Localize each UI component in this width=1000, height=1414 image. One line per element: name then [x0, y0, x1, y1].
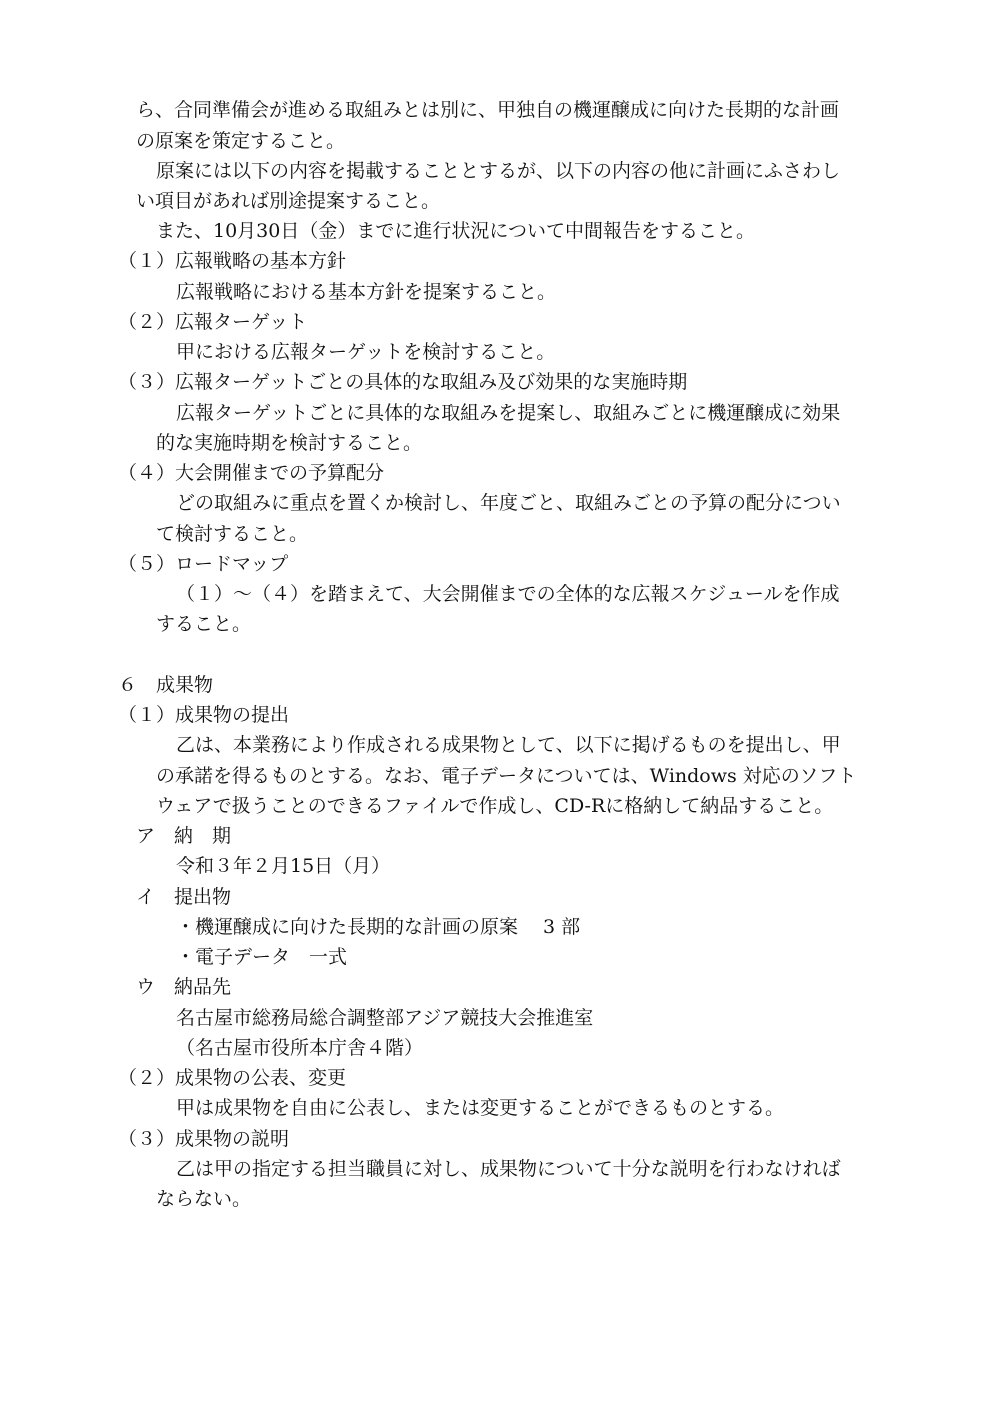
item-3-heading: （３）広報ターゲットごとの具体的な取組み及び効果的な実施時期	[118, 371, 688, 393]
item-5-heading: （５）ロードマップ	[118, 553, 289, 575]
intro-paragraph-2-line-2: い項目があれば別途提案すること。	[136, 190, 441, 212]
delivery-destination-building: （名古屋市役所本庁舎４階）	[176, 1037, 424, 1059]
section-6-3-heading: （３）成果物の説明	[118, 1128, 290, 1150]
section-6-3-body-line-1: 乙は甲の指定する担当職員に対し、成果物について十分な説明を行わなければ	[176, 1158, 841, 1180]
delivery-destination-value: 名古屋市総務局総合調整部アジア競技大会推進室	[176, 1007, 594, 1029]
item-5-body-line-1: （１）～（４）を踏まえて、大会開催までの全体的な広報スケジュールを作成	[176, 583, 840, 605]
intro-paragraph-1-line-2: の原案を策定すること。	[136, 130, 346, 152]
section-6-2-body: 甲は成果物を自由に公表し、または変更することができるものとする。	[176, 1097, 785, 1119]
item-1-body-line-1: 広報戦略における基本方針を提案すること。	[176, 281, 557, 303]
section-6-2-heading: （２）成果物の公表、変更	[118, 1067, 347, 1089]
item-3-body-line-1: 広報ターゲットごとに具体的な取組みを提案し、取組みごとに機運醸成に効果	[176, 402, 841, 424]
deliverable-item-1: ・機運醸成に向けた長期的な計画の原案 3 部	[176, 916, 581, 938]
section-6-1-heading: （１）成果物の提出	[118, 704, 290, 726]
intro-paragraph-3: また、10月30日（金）までに進行状況について中間報告をすること。	[156, 220, 755, 242]
deliverables-label: イ 提出物	[136, 886, 232, 908]
section-6-title: ６ 成果物	[118, 674, 214, 696]
item-4-body-line-2: て検討すること。	[156, 523, 309, 545]
item-1-heading: （１）広報戦略の基本方針	[118, 250, 347, 272]
item-4-body-line-1: どの取組みに重点を置くか検討し、年度ごと、取組みごとの予算の配分につい	[176, 492, 841, 514]
item-3-body-line-2: 的な実施時期を検討すること。	[156, 432, 423, 454]
deliverable-item-2: ・電子データ 一式	[176, 946, 348, 968]
section-6-1-body-line-1: 乙は、本業務により作成される成果物として、以下に掲げるものを提出し、甲	[176, 734, 841, 756]
delivery-destination-label: ウ 納品先	[136, 976, 232, 998]
item-2-heading: （２）広報ターゲット	[118, 311, 308, 333]
section-6-1-body-line-3: ウェアで扱うことのできるファイルで作成し、CD-Rに格納して納品すること。	[156, 795, 834, 817]
item-5-body-line-2: すること。	[156, 613, 252, 635]
delivery-date-label: ア 納 期	[136, 825, 232, 847]
intro-paragraph-1-line-1: ら、合同準備会が進める取組みとは別に、甲独自の機運醸成に向けた長期的な計画	[136, 99, 840, 121]
item-4-heading: （４）大会開催までの予算配分	[118, 462, 385, 484]
item-2-body-line-1: 甲における広報ターゲットを検討すること。	[176, 341, 556, 363]
delivery-date-value: 令和３年２月15日（月）	[176, 855, 391, 877]
intro-paragraph-2-line-1: 原案には以下の内容を掲載することとするが、以下の内容の他に計画にふさわし	[156, 160, 841, 182]
section-6-1-body-line-2: の承諾を得るものとする。なお、電子データについては、Windows 対応のソフト	[156, 765, 857, 787]
section-6-3-body-line-2: ならない。	[156, 1188, 252, 1210]
